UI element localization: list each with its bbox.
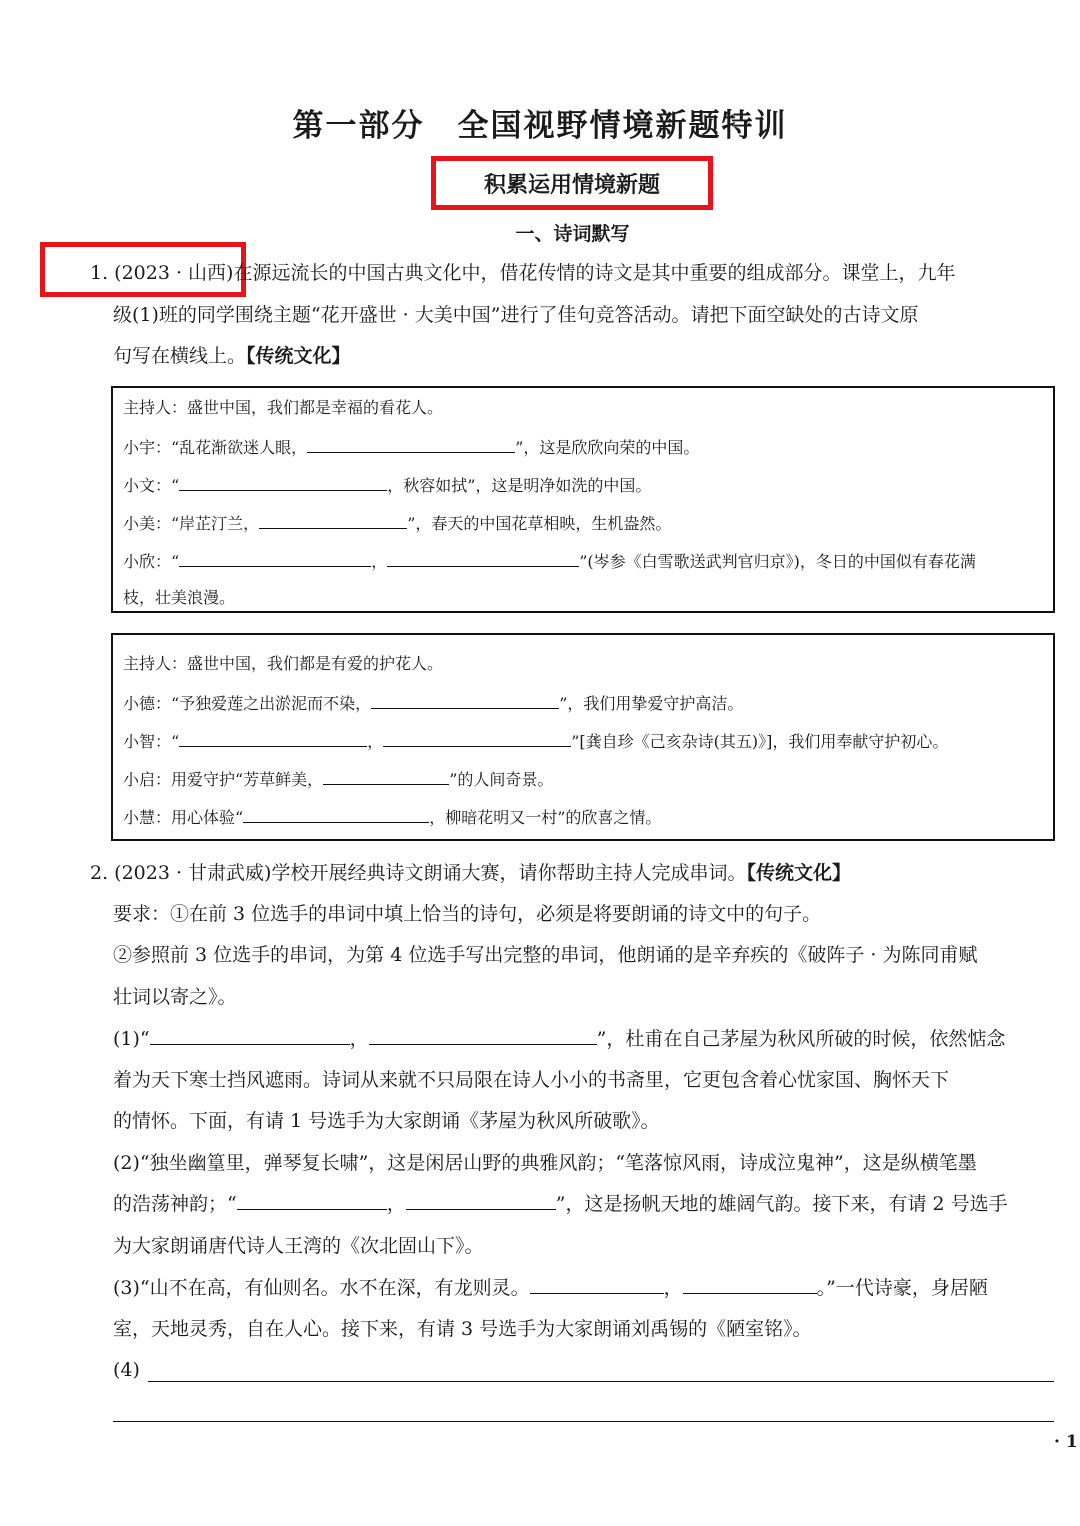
question-2-requirement-2: ②参照前 3 位选手的串词，为第 4 位选手写出完整的串词，他朗诵的是辛弃疾的《破阵子 · 为陈同甫赋: [113, 944, 978, 966]
box2-line-1-post: ”，我们用挚爱守护高洁。: [559, 694, 744, 713]
question-2-part-2-line-1: (2)“独坐幽篁里，弹琴复长啸”，这是闲居山野的典雅风韵；“笔落惊风雨，诗成泣鬼神”，这是纵横笔墨: [113, 1152, 977, 1174]
box2-line-4-post: ，柳暗花明又一村”的欣喜之情。: [429, 808, 662, 827]
question-1-text-1: 在源远流长的中国古典文化中，借花传情的诗文是其中重要的组成部分。课堂上，九年: [233, 262, 956, 284]
question-2-part-3-line-1: [113, 1279, 988, 1298]
page-number: · 1: [1054, 1432, 1078, 1452]
box1-line-1: [123, 438, 699, 456]
part-3-post: 。”一代诗豪，身居陋: [816, 1277, 988, 1299]
box2-line-1: [123, 694, 743, 712]
box2-line-3-pre: 小启：用爱守护“芳草鲜美，: [123, 770, 324, 789]
answer-blank[interactable]: [406, 1195, 556, 1210]
box1-line-1-pre: 小宇：“乱花渐欲迷人眼，: [123, 438, 308, 457]
part-2-mid: ，: [386, 1193, 406, 1215]
part-1-mid: ，: [349, 1028, 369, 1050]
question-2-requirement-3: 壮词以寄之》。: [113, 986, 237, 1008]
subsection-heading: 一、诗词默写: [515, 223, 630, 245]
question-2-part-1-line-3: 的情怀。下面，有请 1 号选手为大家朗诵《茅屋为秋风所破歌》。: [113, 1110, 660, 1132]
box2-host-line: 主持人：盛世中国，我们都是有爱的护花人。: [123, 654, 444, 673]
question-2-part-2-line-2: [113, 1195, 1008, 1214]
question-2-part-2-line-3: 为大家朗诵唐代诗人王湾的《次北固山下》。: [113, 1235, 484, 1257]
box1-line-3: [123, 514, 671, 532]
box1-line-2: [123, 476, 651, 494]
answer-line[interactable]: [113, 1421, 1054, 1422]
box1-line-1-post: ”，这是欣欣向荣的中国。: [515, 438, 700, 457]
section-heading: [431, 156, 713, 210]
answer-blank[interactable]: [179, 732, 367, 747]
part-2-post: ”，这是扬帆天地的雄阔气韵。接下来，有请 2 号选手: [555, 1193, 1008, 1215]
question-2-tag: 【传统文化】: [746, 862, 851, 884]
answer-blank[interactable]: [150, 1030, 350, 1045]
section-heading-text: 积累运用情境新题: [483, 172, 660, 198]
part-4-answer-line[interactable]: [148, 1381, 1054, 1382]
box2-line-3: [123, 770, 553, 788]
part-3-pre: (3)“山不在高，有仙则名。水不在深，有龙则灵。: [113, 1277, 530, 1299]
box1-line-4-pre: 小欣：“: [123, 552, 180, 571]
question-2-part-3-line-2: 室，天地灵秀，自在人心。接下来，有请 3 号选手为大家朗诵刘禹锡的《陋室铭》。: [113, 1318, 812, 1340]
question-1-text-3: 句写在横线上。: [113, 345, 247, 367]
box1-line-5: 枝，壮美浪漫。: [123, 588, 236, 607]
part-1-pre: (1)“: [113, 1028, 150, 1050]
question-2-part-1-line-1: [113, 1030, 1005, 1049]
part-2-pre: 的浩荡神韵；“: [113, 1193, 237, 1215]
box1-line-2-post: ，秋容如拭”，这是明净如洗的中国。: [387, 476, 652, 495]
box1-host-line: 主持人：盛世中国，我们都是幸福的看花人。: [123, 398, 444, 417]
answer-blank[interactable]: [530, 1279, 664, 1294]
answer-blank[interactable]: [243, 808, 429, 823]
box2-line-1-pre: 小德：“予独爱莲之出淤泥而不染，: [123, 694, 372, 713]
answer-blank[interactable]: [323, 770, 449, 785]
question-1-source: 1. (2023 · 山西): [90, 262, 234, 284]
answer-blank[interactable]: [683, 1279, 817, 1294]
dialogue-box-1: [111, 386, 1055, 613]
box2-line-2-mid: ，: [367, 732, 384, 751]
question-1-line-1: [90, 264, 955, 283]
answer-blank[interactable]: [237, 1195, 387, 1210]
answer-blank[interactable]: [383, 732, 571, 747]
answer-blank[interactable]: [387, 552, 579, 567]
answer-blank[interactable]: [259, 514, 407, 529]
dialogue-box-2: [111, 633, 1055, 841]
box2-line-2-post: ”[龚自珍《己亥杂诗(其五)》]，我们用奉献守护初心。: [571, 732, 949, 751]
answer-blank[interactable]: [369, 1030, 597, 1045]
question-1-tag: 【传统文化】: [246, 345, 351, 367]
page-title: 第一部分 全国视野情境新题特训: [292, 108, 788, 144]
answer-blank[interactable]: [307, 438, 515, 453]
answer-blank[interactable]: [179, 476, 387, 491]
question-2-line-1: [90, 864, 851, 883]
question-2-text-1: 2. (2023 · 甘肃武威)学校开展经典诗文朗诵大赛，请你帮助主持人完成串词。: [90, 862, 747, 884]
box1-line-3-pre: 小美：“岸芷汀兰，: [123, 514, 260, 533]
question-2-part-4-label: (4): [113, 1359, 140, 1381]
box1-line-2-pre: 小文：“: [123, 476, 180, 495]
box2-line-4-pre: 小慧：用心体验“: [123, 808, 244, 827]
box1-line-4: [123, 552, 976, 570]
box1-line-4-mid: ，: [371, 552, 388, 571]
answer-blank[interactable]: [371, 694, 559, 709]
box1-line-4-post: ”(岑参《白雪歌送武判官归京》)，冬日的中国似有春花满: [579, 552, 976, 571]
box2-line-2: [123, 732, 948, 750]
question-1-line-2: 级(1)班的同学围绕主题“花开盛世 · 大美中国”进行了佳句竞答活动。请把下面空缺处的古诗文原: [113, 304, 919, 326]
box2-line-3-post: ”的人间奇景。: [449, 770, 554, 789]
answer-blank[interactable]: [179, 552, 371, 567]
question-1-line-3: [113, 347, 351, 366]
part-1-post: ”，杜甫在自己茅屋为秋风所破的时候，依然惦念: [596, 1028, 1006, 1050]
box2-line-2-pre: 小智：“: [123, 732, 180, 751]
box1-line-3-post: ”，春天的中国花草相映，生机盎然。: [407, 514, 672, 533]
question-2-requirement-1: 要求：①在前 3 位选手的串词中填上恰当的诗句，必须是将要朗诵的诗文中的句子。: [113, 903, 822, 925]
box2-line-4: [123, 808, 661, 826]
part-3-mid: ，: [663, 1277, 683, 1299]
question-2-part-1-line-2: 着为天下寒士挡风遮雨。诗词从来就不只局限在诗人小小的书斋里，它更包含着心忧家国、胸怀天下: [113, 1069, 950, 1091]
